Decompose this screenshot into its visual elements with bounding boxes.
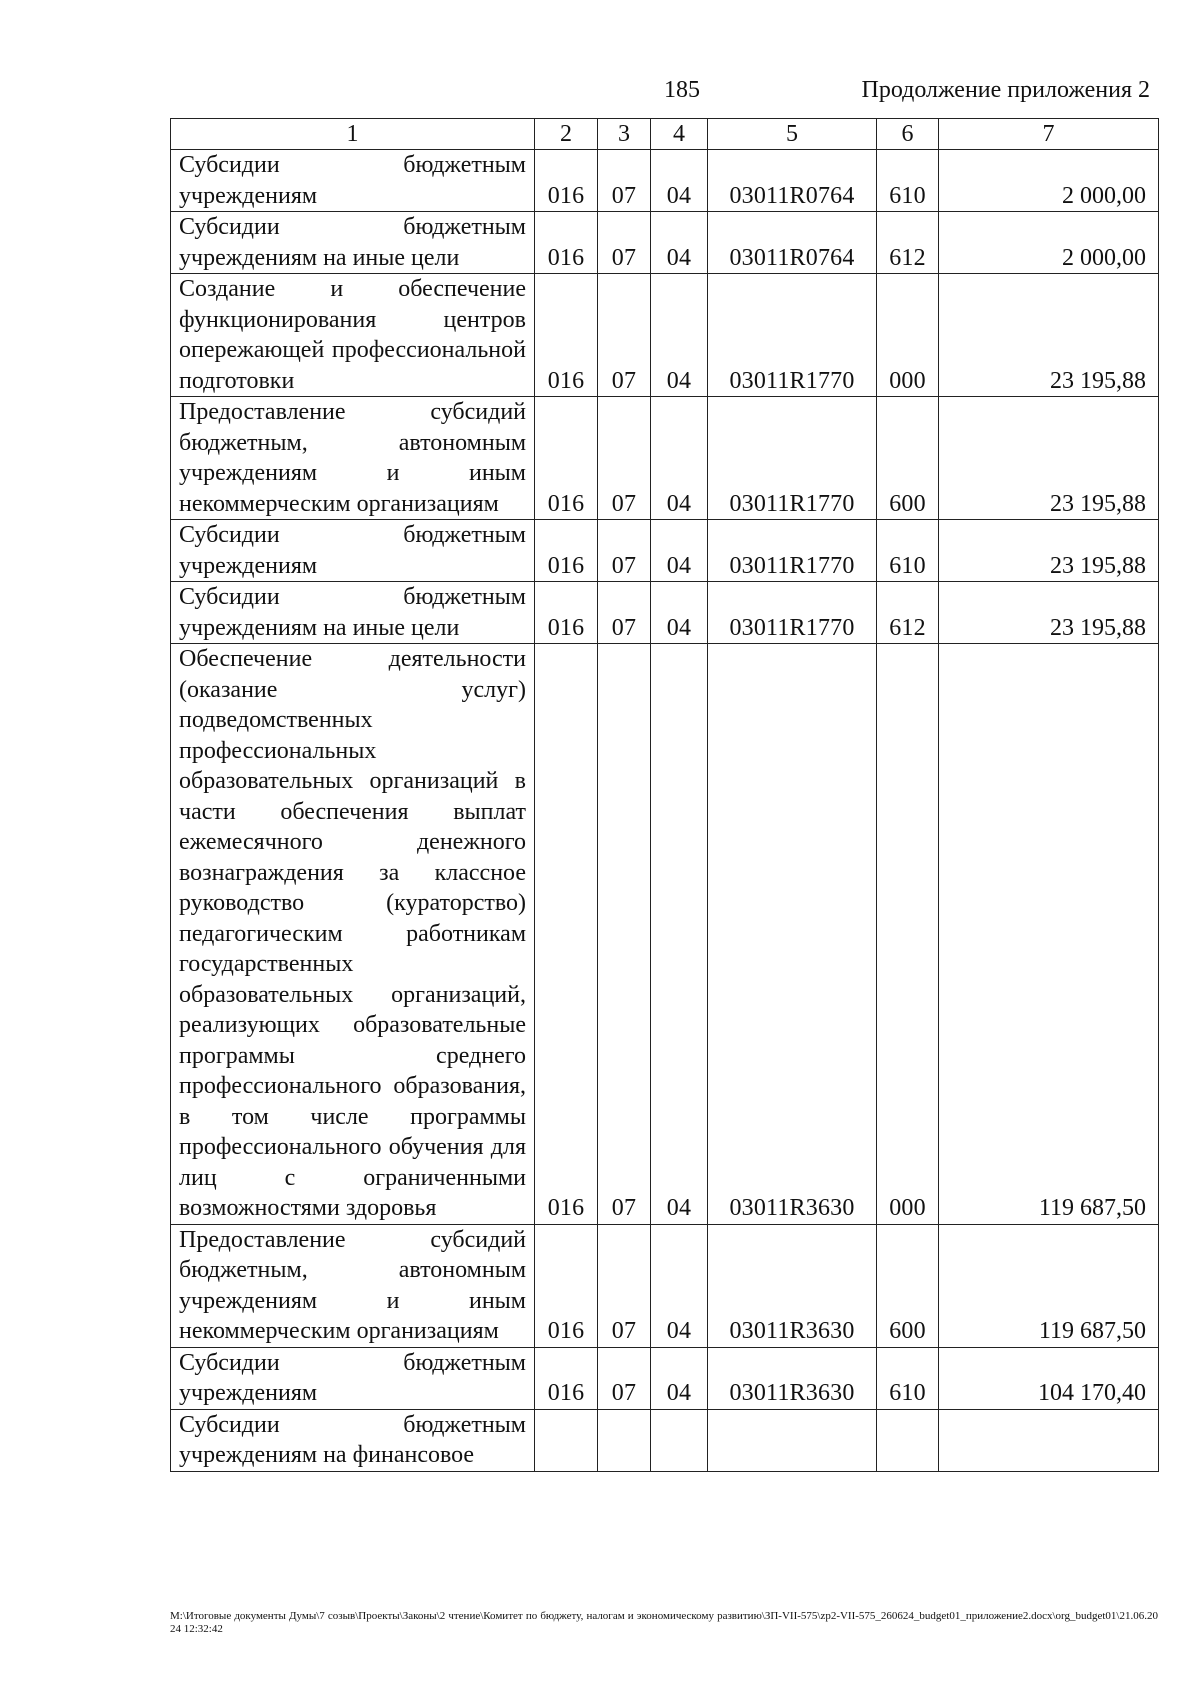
cell-ministry-code: 016 <box>535 212 598 274</box>
cell-ministry-code: 016 <box>535 644 598 1225</box>
cell-target-article: 03011R3630 <box>708 644 877 1225</box>
cell-section <box>598 1409 651 1471</box>
table-row <box>171 1409 1159 1471</box>
cell-expense-type <box>877 1409 939 1471</box>
cell-ministry-code: 016 <box>535 520 598 582</box>
budget-table <box>170 118 1159 1472</box>
continuation-label: Продолжение приложения 2 <box>861 77 1150 103</box>
row-description: Субсидии бюджетным учреждениям <box>171 1347 535 1409</box>
cell-expense-type: 000 <box>877 274 939 397</box>
table-row <box>171 397 1159 520</box>
row-description: Создание и обеспечение функционирования центров опережающей профессиональной подготовки <box>171 274 535 397</box>
cell-section: 07 <box>598 1224 651 1347</box>
cell-ministry-code: 016 <box>535 274 598 397</box>
cell-ministry-code: 016 <box>535 1224 598 1347</box>
cell-amount <box>939 1409 1159 1471</box>
column-header: 1 <box>171 119 535 150</box>
cell-amount: 2 000,00 <box>939 212 1159 274</box>
cell-section: 07 <box>598 274 651 397</box>
table-row <box>171 274 1159 397</box>
column-header: 4 <box>651 119 708 150</box>
cell-ministry-code: 016 <box>535 150 598 212</box>
cell-section: 07 <box>598 1347 651 1409</box>
footer-file-path: M:\Итоговые документы Думы\7 созыв\Проекты\Законы\2 чтение\Комитет по бюджету, налогам и экономическому развитию\ЗП-VII-575\zp2-VII-575_260624_budget01_приложение2.docx\org_budget01\21.06.2024 12:32:42 <box>170 1610 1158 1635</box>
cell-section: 07 <box>598 212 651 274</box>
column-number-row <box>171 119 1159 150</box>
row-description: Обеспечение деятельности (оказание услуг) подведомственных профессиональных образовательных организаций в части обеспечения выплат ежемесячного денежного вознаграждения за классное руководство (кураторство) педагогическим работникам государственных образовательных организаций, реализующих образовательные программы среднего профессионального образования, в том числе программы профессионального обучения для лиц с ограниченными возможностями здоровья <box>171 644 535 1225</box>
cell-target-article <box>708 1409 877 1471</box>
cell-amount: 23 195,88 <box>939 582 1159 644</box>
cell-subsection: 04 <box>651 150 708 212</box>
cell-ministry-code: 016 <box>535 397 598 520</box>
table-row <box>171 212 1159 274</box>
row-description: Субсидии бюджетным учреждениям на финансовое <box>171 1409 535 1471</box>
table-row <box>171 582 1159 644</box>
column-header: 3 <box>598 119 651 150</box>
cell-amount: 119 687,50 <box>939 644 1159 1225</box>
cell-section: 07 <box>598 520 651 582</box>
cell-section: 07 <box>598 582 651 644</box>
cell-ministry-code <box>535 1409 598 1471</box>
cell-subsection: 04 <box>651 520 708 582</box>
cell-expense-type: 600 <box>877 1224 939 1347</box>
cell-subsection: 04 <box>651 397 708 520</box>
cell-target-article: 03011R1770 <box>708 582 877 644</box>
cell-expense-type: 612 <box>877 212 939 274</box>
cell-section: 07 <box>598 644 651 1225</box>
cell-section: 07 <box>598 397 651 520</box>
cell-target-article: 03011R1770 <box>708 520 877 582</box>
column-header: 2 <box>535 119 598 150</box>
cell-subsection: 04 <box>651 1347 708 1409</box>
cell-amount: 2 000,00 <box>939 150 1159 212</box>
cell-section: 07 <box>598 150 651 212</box>
cell-subsection: 04 <box>651 212 708 274</box>
row-description: Предоставление субсидий бюджетным, автономным учреждениям и иным некоммерческим организациям <box>171 397 535 520</box>
row-description: Субсидии бюджетным учреждениям <box>171 520 535 582</box>
row-description: Предоставление субсидий бюджетным, автономным учреждениям и иным некоммерческим организациям <box>171 1224 535 1347</box>
cell-amount: 119 687,50 <box>939 1224 1159 1347</box>
table-row <box>171 150 1159 212</box>
cell-subsection: 04 <box>651 644 708 1225</box>
cell-amount: 104 170,40 <box>939 1347 1159 1409</box>
table-row <box>171 644 1159 1225</box>
column-header: 5 <box>708 119 877 150</box>
cell-subsection <box>651 1409 708 1471</box>
row-description: Субсидии бюджетным учреждениям на иные цели <box>171 212 535 274</box>
cell-subsection: 04 <box>651 1224 708 1347</box>
cell-subsection: 04 <box>651 274 708 397</box>
page-number: 185 <box>664 77 700 103</box>
table-row <box>171 1347 1159 1409</box>
row-description: Субсидии бюджетным учреждениям на иные цели <box>171 582 535 644</box>
cell-amount: 23 195,88 <box>939 520 1159 582</box>
cell-expense-type: 610 <box>877 150 939 212</box>
cell-expense-type: 600 <box>877 397 939 520</box>
cell-expense-type: 000 <box>877 644 939 1225</box>
cell-target-article: 03011R0764 <box>708 212 877 274</box>
column-header: 6 <box>877 119 939 150</box>
column-header: 7 <box>939 119 1159 150</box>
table-row <box>171 1224 1159 1347</box>
cell-target-article: 03011R1770 <box>708 397 877 520</box>
cell-ministry-code: 016 <box>535 582 598 644</box>
cell-subsection: 04 <box>651 582 708 644</box>
cell-target-article: 03011R3630 <box>708 1347 877 1409</box>
table-row <box>171 520 1159 582</box>
cell-expense-type: 610 <box>877 520 939 582</box>
cell-target-article: 03011R3630 <box>708 1224 877 1347</box>
row-description: Субсидии бюджетным учреждениям <box>171 150 535 212</box>
cell-amount: 23 195,88 <box>939 397 1159 520</box>
cell-expense-type: 610 <box>877 1347 939 1409</box>
cell-ministry-code: 016 <box>535 1347 598 1409</box>
cell-target-article: 03011R0764 <box>708 150 877 212</box>
cell-expense-type: 612 <box>877 582 939 644</box>
cell-amount: 23 195,88 <box>939 274 1159 397</box>
cell-target-article: 03011R1770 <box>708 274 877 397</box>
